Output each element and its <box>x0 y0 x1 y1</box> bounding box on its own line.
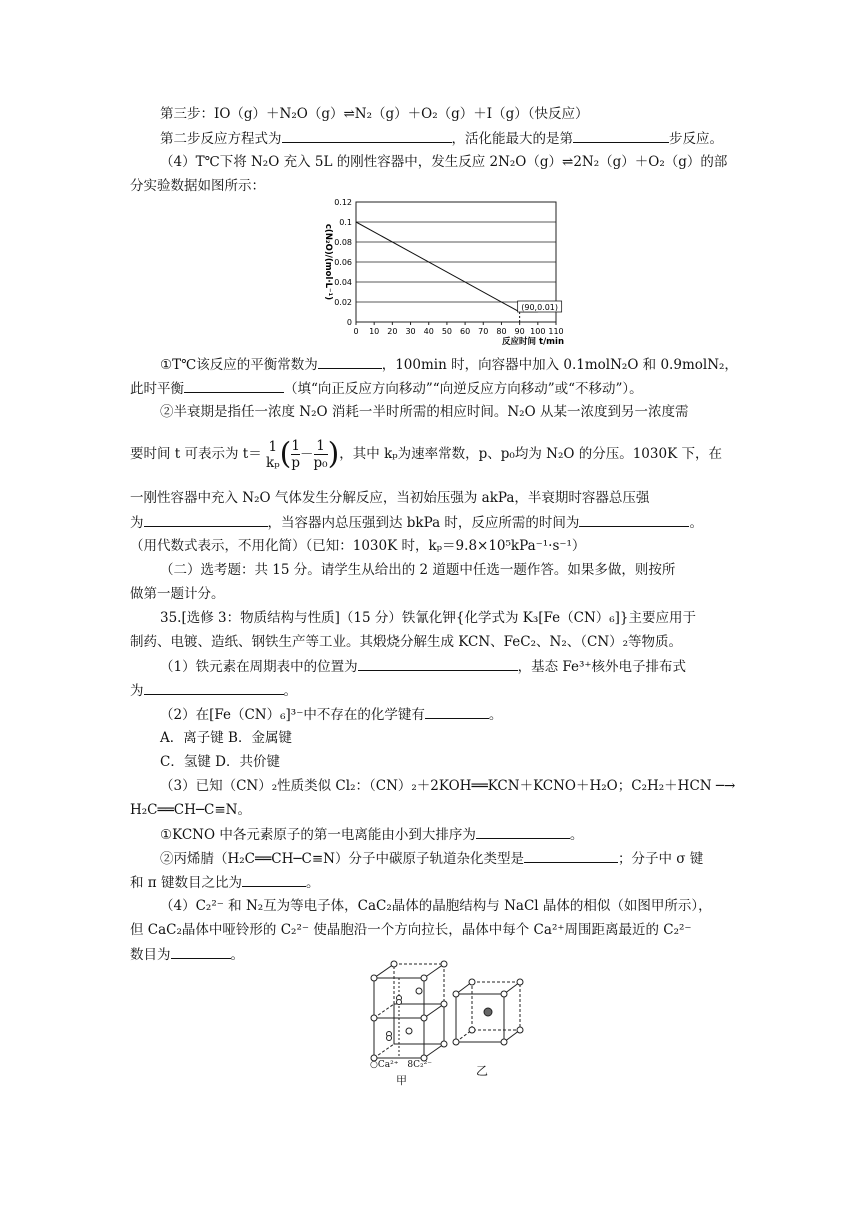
x-tick-label: 70 <box>478 327 489 336</box>
x-tick-label: 10 <box>369 327 380 336</box>
step3-line: 第三步：IO（g）＋N₂O（g）⇌N₂（g）＋O₂（g）＋I（g）（快反应） <box>160 106 589 122</box>
section2-line-2: 做第一题计分。 <box>130 586 225 602</box>
x-tick-label: 90 <box>514 327 525 336</box>
x-tick-label: 110 <box>548 327 564 336</box>
x-tick-label: 60 <box>459 327 471 336</box>
crystal-jia <box>374 964 444 1058</box>
q3-line-2: H₂C══CH─C≡N。 <box>130 802 251 818</box>
crystal-jia-atoms <box>371 961 447 1061</box>
q4c-line-2: 但 CaC₂晶体中哑铃形的 C₂²⁻ 使晶胞沿一个方向拉长，晶体中每个 Ca²⁺周围距离最近的 C₂²⁻ <box>130 922 692 938</box>
answer-blank[interactable] <box>358 656 518 671</box>
crystal-legend: ○Ca²⁺ 8C₂²⁻ <box>370 1060 432 1070</box>
c2-legend-icon: 8 <box>407 1060 414 1070</box>
q2-line: （2）在[Fe（CN）₆]³⁻中不存在的化学键有 。 <box>160 704 502 725</box>
x-tick-label: 0 <box>353 327 359 336</box>
answer-blank[interactable] <box>524 848 618 863</box>
x-axis-label: 反应时间 t/min <box>502 337 564 347</box>
x-tick-label: 40 <box>423 327 434 336</box>
options-ab: A．离子键 B．金属键 <box>160 730 292 746</box>
q4-line-1: （4）T℃下将 N₂O 充入 5L 的刚性容器中，发生反应 2N₂O（g）⇌2N₂（g）＋O₂（g）的部 <box>160 154 728 170</box>
answer-blank[interactable] <box>579 512 689 527</box>
section2-line: （二）选考题：共 15 分。请学生从给出的 2 道题中任选一题作答。如果多做，则按所 <box>160 562 676 578</box>
formula-frac-b: $\frac{1}{\text{p₀}}$ <box>313 438 328 471</box>
x-tick-label: 20 <box>387 327 398 336</box>
ca-legend-icon: ○ <box>370 1060 378 1070</box>
left-paren: ( <box>279 436 292 472</box>
q3-line: （3）已知（CN）₂性质类似 Cl₂：（CN）₂＋2KOH══KCN＋KCNO＋H₂O；C₂H₂＋HCN ─→ <box>160 778 736 794</box>
q4-line-2: 分实验数据如图所示： <box>130 178 265 194</box>
y-tick-label: 0.12 <box>334 198 352 207</box>
answer-blank[interactable] <box>242 872 306 887</box>
q4c-line: （4）C₂²⁻ 和 N₂互为等电子体，CaC₂晶体的晶胞结构与 NaCl 晶体的相似（如图甲所示）， <box>160 898 712 914</box>
answer-blank[interactable] <box>144 680 284 695</box>
q4-2-line-3: 一刚性容器中充入 N₂O 气体发生分解反应，当初始压强为 akPa，半衰期时容器总压强 <box>130 490 650 506</box>
answer-blank[interactable] <box>184 378 284 393</box>
y-tick-label: 0.02 <box>334 298 352 307</box>
y-tick-label: 0.04 <box>334 278 352 287</box>
q4-2-formula-line: 要时间 t 可表示为 t＝ 1 kₚ ( $\frac{1}{p}$ － $\frac{1}{\text{p₀}}$ )，其中 kₚ为速率常数，p、p₀均为 N₂O 的分压。1030K 下，在 <box>130 436 722 472</box>
answer-blank[interactable] <box>318 354 382 369</box>
q3-2-line-2: 和 π 键数目之比为 。 <box>130 872 319 893</box>
answer-blank[interactable] <box>425 704 489 719</box>
answer-blank[interactable] <box>476 824 570 839</box>
x-tick-label: 100 <box>530 327 546 336</box>
right-paren: ) <box>327 436 340 472</box>
q3-1-line: ①KCNO 中各元素原子的第一电离能由小到大排序为 。 <box>160 824 583 845</box>
y-tick-label: 0.1 <box>339 218 352 227</box>
q4c-line-3: 数目为 。 <box>130 944 244 965</box>
figure-label-jia: 甲 <box>396 1074 407 1087</box>
q4-1-line: ①T℃该反应的平衡常数为 ，100min 时，向容器中加入 0.1molN₂O 和 0.9molN₂， <box>160 354 738 375</box>
y-tick-label: 0 <box>346 318 352 327</box>
q1-line-2: 为 。 <box>130 680 297 701</box>
x-tick-label: 50 <box>441 327 453 336</box>
annotation-label: (90,0.01) <box>521 303 559 312</box>
step2-line: 第二步反应方程式为 ，活化能最大的是第 步反应。 <box>160 128 723 149</box>
q3-2-line: ②丙烯腈（H₂C══CH─C≡N）分子中碳原子轨道杂化类型是 ；分子中 σ 键 <box>160 848 703 869</box>
x-tick-label: 80 <box>496 327 507 336</box>
y-tick-label: 0.06 <box>334 258 352 267</box>
answer-blank[interactable] <box>573 128 669 143</box>
q35-line: 35.[选修 3：物质结构与性质]（15 分）铁氰化钾{化学式为 K₃[Fe（CN）₆]}主要应用于 <box>160 610 697 626</box>
q4-2-line: ②半衰期是指任一浓度 N₂O 消耗一半时所需的相应时间。N₂O 从某一浓度到另一浓度需 <box>160 404 689 420</box>
y-axis-label: c(N₂O)/(mol·L⁻¹) <box>323 223 333 301</box>
q4-2-line-5: （用代数式表示，不用化简）（已知：1030K 时，kₚ＝9.8×10⁵kPa⁻¹·s⁻¹） <box>130 538 586 554</box>
q1-line: （1）铁元素在周期表中的位置为 ，基态 Fe³⁺核外电子排布式 <box>160 656 686 677</box>
answer-blank[interactable] <box>282 128 452 143</box>
answer-blank[interactable] <box>171 944 231 959</box>
figure-label-yi: 乙 <box>476 1064 489 1078</box>
concentration-chart <box>300 192 580 352</box>
x-tick-label: 30 <box>405 327 416 336</box>
y-tick-label: 0.08 <box>334 238 352 247</box>
q4-2-line-4: 为 ，当容器内总压强到达 bkPa 时，反应所需的时间为 。 <box>130 512 703 533</box>
formula-left-fraction: 1 kₚ <box>266 438 280 471</box>
q35-line-2: 制药、电镀、造纸、钢铁生产等工业。其煅烧分解生成 KCN、FeC₂、N₂、（CN）₂等物质。 <box>130 634 683 650</box>
formula-frac-a: $\frac{1}{p}$ <box>291 438 300 471</box>
q4-1-line-2: 此时平衡 （填“向正反应方向移动”“向逆反应方向移动”或“不移动”）。 <box>130 378 643 399</box>
answer-blank[interactable] <box>144 512 268 527</box>
options-cd: C．氢键 D．共价键 <box>160 754 280 770</box>
